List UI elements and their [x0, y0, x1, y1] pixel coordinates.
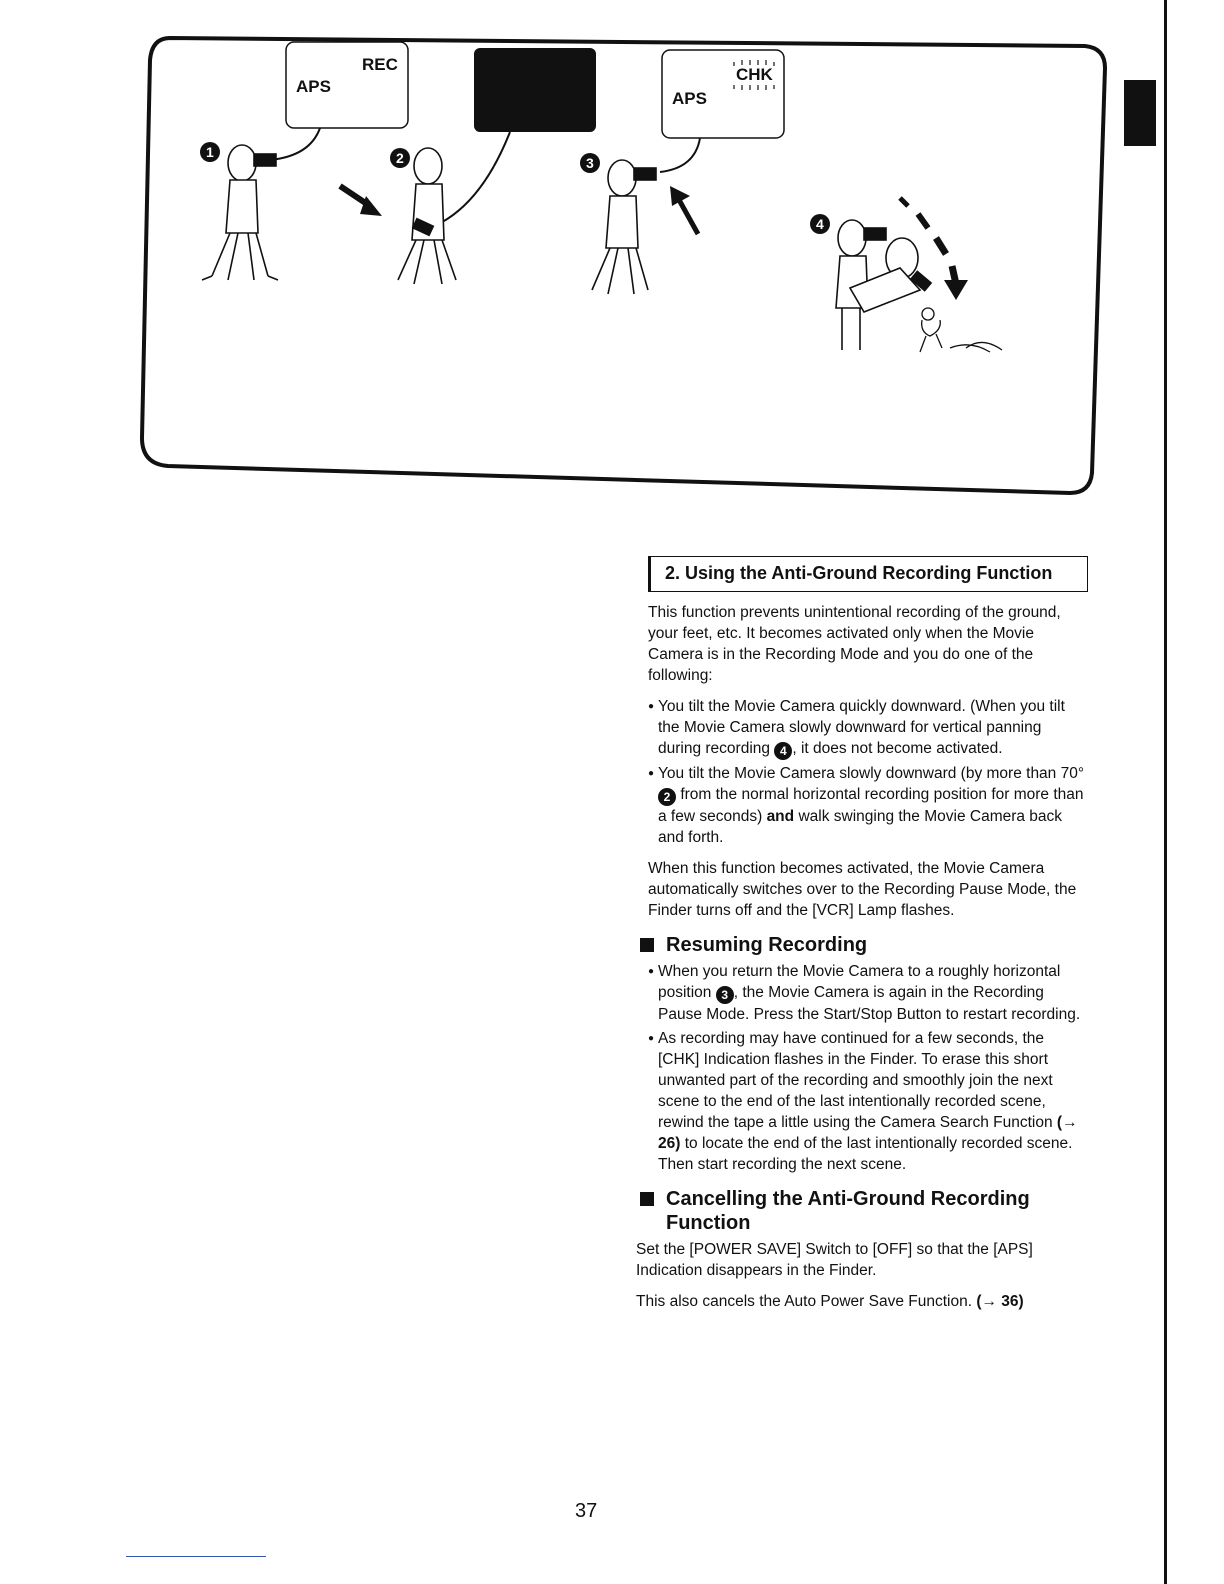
- footer-rule: [126, 1556, 266, 1557]
- section-title-box: [648, 556, 1088, 592]
- square-bullet-icon: [640, 938, 654, 952]
- section-title: 2. Using the Anti-Ground Recording Function: [665, 563, 1053, 583]
- display3-bottom-label: APS: [672, 89, 707, 108]
- cancelling-text: Set the [POWER SAVE] Switch to [OFF] so that the [APS] Indication disappears in the Finder.: [636, 1241, 1033, 1279]
- resuming-heading: Resuming Recording: [640, 933, 1088, 957]
- svg-text:2: 2: [396, 150, 404, 166]
- svg-text:4: 4: [816, 216, 824, 232]
- page-ref: (→ 26): [658, 1114, 1078, 1152]
- person-filming-figure-3: [592, 160, 656, 294]
- step-badge-3: [580, 153, 600, 173]
- square-bullet-icon: [640, 1192, 654, 1206]
- cancelling-heading: Cancelling the Anti-Ground Recording Function: [640, 1187, 1088, 1235]
- person-walking-figure-2: [398, 148, 456, 284]
- list-item: ● When you return the Movie Camera to a roughly horizontal position 3 , the Movie Camera is again in the Recording Pause Mode. Press the Start/Stop Button to restart recording.: [628, 961, 1088, 1025]
- display3-top-label: CHK: [736, 65, 773, 84]
- person-filming-figure-1: [202, 145, 278, 280]
- activated-paragraph: When this function becomes activated, the Movie Camera automatically switches over to the Recording Pause Mode, the Finder turns off and the [VCR] Lamp flashes.: [648, 860, 1077, 919]
- step-badge-2: [390, 148, 410, 168]
- resuming-list: [628, 961, 1088, 1175]
- finder-display-2-off: [474, 48, 596, 132]
- chapter-tab: [1124, 80, 1156, 146]
- page-ref: (→ 36): [976, 1293, 1024, 1310]
- person-tilting-figure-4: [836, 220, 931, 350]
- step-ref-badge: 3: [716, 986, 734, 1004]
- step-ref-badge: 2: [658, 788, 676, 806]
- illustration-panel: [130, 18, 1120, 498]
- intro-paragraph: This function prevents unintentional recording of the ground, your feet, etc. It becomes activated only when the Movie Camera is in the Recording Mode and you do one of the following:: [648, 604, 1061, 684]
- step-badge-4: [810, 214, 830, 234]
- step-ref-badge: 4: [774, 742, 792, 760]
- list-item: ● As recording may have continued for a few seconds, the [CHK] Indication flashes in the Finder. To erase this short unwanted part of the recording and smoothly join the next scene to the end of the last intentionally recorded scene, rewind the tape a little using the Camera Search Function (→ 26) to locate the end of the last intentionally recorded scene. Then start recording the next scene.: [628, 1028, 1088, 1175]
- main-content: [628, 556, 1088, 1322]
- activation-conditions-list: [628, 696, 1088, 848]
- motion-arrow-3: [678, 198, 698, 234]
- page-number: 37: [575, 1500, 598, 1522]
- page-edge-line: [1164, 0, 1167, 1584]
- dog-drawing: [920, 308, 1002, 352]
- list-item: ● You tilt the Movie Camera quickly downward. (When you tilt the Movie Camera slowly downward for vertical panning during recording 4 , it does not become activated.: [628, 696, 1088, 760]
- display1-bottom-label: APS: [296, 77, 331, 96]
- svg-text:3: 3: [586, 155, 594, 171]
- list-item: ● You tilt the Movie Camera slowly downward (by more than 70° 2 from the normal horizontal recording position for more than a few seconds) and walk swinging the Movie Camera back and forth.: [628, 763, 1088, 848]
- display1-top-label: REC: [362, 55, 398, 74]
- cancelling-note: This also cancels the Auto Power Save Function. (→ 36): [636, 1293, 1024, 1310]
- step-badge-1: [200, 142, 220, 162]
- svg-text:1: 1: [206, 144, 214, 160]
